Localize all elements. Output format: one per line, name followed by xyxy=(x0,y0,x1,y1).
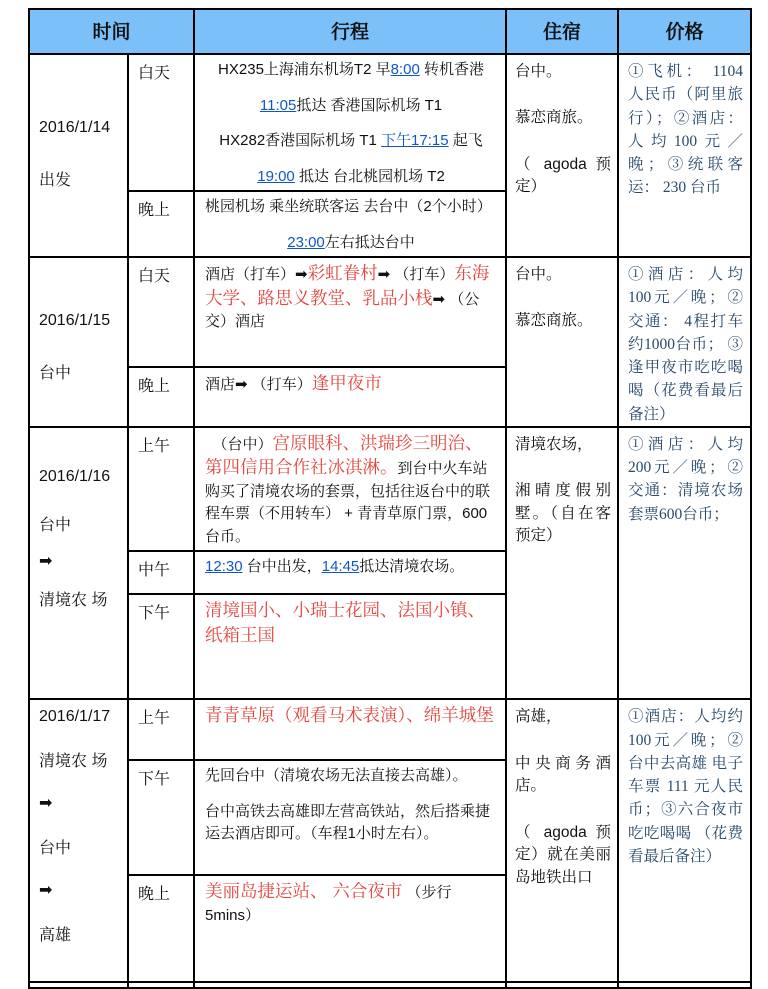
text-segment: 抵达清境农场。 xyxy=(359,558,465,576)
text-line xyxy=(205,880,497,927)
period-cell: 中午 xyxy=(128,551,194,594)
text-line xyxy=(205,262,497,334)
accommodation-cell xyxy=(506,54,618,257)
time-link[interactable]: 12:30 xyxy=(205,558,243,576)
text-line xyxy=(515,480,611,547)
text-segment: 起飞 xyxy=(448,132,483,149)
date-cell xyxy=(29,257,128,427)
text-segment: 高雄 xyxy=(39,927,72,945)
period-cell: 白天 xyxy=(128,54,194,191)
itinerary-cell xyxy=(194,760,506,875)
price-cell: ①酒店：人均200元／晚；②交通：清境农场套票600台币； xyxy=(618,427,751,700)
text-segment: （ agoda 预定）就在美丽岛地铁出口 xyxy=(515,823,612,886)
text-segment: 清境农场， xyxy=(515,435,593,453)
text-line xyxy=(205,232,497,255)
column-header-accommodation: 住宿 xyxy=(506,9,618,54)
itinerary-row xyxy=(29,257,751,367)
empty-cell xyxy=(618,982,751,988)
text-line xyxy=(515,434,611,456)
text-line xyxy=(39,793,123,813)
empty-cell xyxy=(128,982,194,988)
text-segment: 2016/1/14 xyxy=(39,119,111,136)
text-segment: 2016/1/17 xyxy=(39,708,111,726)
text-segment: 清境农 场 xyxy=(39,753,108,771)
text-segment: 先回台中（清境农场无法直接去高雄）。 xyxy=(205,767,468,785)
text-segment: 中央商务酒店。 xyxy=(515,754,612,795)
text-segment: 到台中火车站购买了清境农场的套票，包括往返台中的联程车票（不用转车） + 青青草原门票，600台币。 xyxy=(205,460,491,545)
period-cell: 白天 xyxy=(128,257,194,367)
text-segment: 清境农 场 xyxy=(39,591,108,609)
highlight-text: 宫原眼科、洪瑞珍三明治、第四信用合作社冰淇淋。 xyxy=(205,432,483,478)
itinerary-cell xyxy=(194,699,506,760)
time-link[interactable]: 19:00 xyxy=(257,167,295,185)
price-cell: ①飞机： 1104 人民币（阿里旅行）；②酒店：人均100元／晚；③统联客运： 230 台币 xyxy=(618,54,751,257)
text-segment: ➡ （打车） xyxy=(377,266,455,283)
text-segment: 抵达 台北桃园机场 T2 xyxy=(294,167,445,185)
text-segment: 台中 xyxy=(39,516,72,534)
text-segment: 台中高铁去高雄即左营高铁站，然后搭乘捷运去酒店即可。（车程1小时左右）。 xyxy=(205,802,491,843)
itinerary-cell xyxy=(194,594,506,699)
highlight-text: 美丽岛捷运站、 六合夜市 xyxy=(205,881,403,902)
text-line xyxy=(39,551,123,571)
text-segment: 2016/1/15 xyxy=(39,312,111,329)
text-segment: 桃园机场 乘坐统联客运 去台中（2个小时） xyxy=(205,198,492,215)
date-cell xyxy=(29,54,128,257)
itinerary-table xyxy=(28,8,752,989)
text-line xyxy=(205,599,497,648)
text-line xyxy=(515,706,611,728)
highlight-text: 青青草原（观看马术表演）、绵羊城堡 xyxy=(205,705,494,726)
text-line xyxy=(39,748,123,771)
highlight-text: 逢甲夜市 xyxy=(311,373,382,394)
text-line xyxy=(205,556,497,579)
text-segment: （台中） xyxy=(205,435,273,453)
text-line xyxy=(39,119,123,137)
text-segment: 台中 xyxy=(39,840,72,858)
text-segment: ➡ （公交）酒店 xyxy=(205,290,480,330)
text-segment: 左右抵达台中 xyxy=(324,233,415,251)
time-link[interactable]: 下午17:15 xyxy=(381,132,449,149)
itinerary-row xyxy=(29,54,751,191)
text-segment: ➡ xyxy=(39,882,53,900)
itinerary-cell xyxy=(194,191,506,257)
text-line xyxy=(205,59,497,82)
itinerary-row xyxy=(29,699,751,760)
text-segment: 转机香港 xyxy=(419,61,484,78)
text-segment: 台中 xyxy=(39,365,72,382)
itinerary-row xyxy=(29,427,751,552)
text-line xyxy=(39,835,123,858)
date-cell xyxy=(29,699,128,982)
accommodation-cell xyxy=(506,427,618,700)
price-cell: ①酒店：人均约100元／晚；②台中去高雄 电子车票 111 元人民币；③六合夜市吃吃喝喝 （花费看最后备注） xyxy=(618,699,751,982)
text-segment: HX235上海浦东机场T2 早 xyxy=(218,61,391,78)
column-header-time: 时间 xyxy=(29,9,194,54)
period-cell: 上午 xyxy=(128,699,194,760)
text-segment: 高雄， xyxy=(515,708,562,726)
empty-cell xyxy=(194,982,506,988)
itinerary-cell xyxy=(194,427,506,552)
period-cell: 下午 xyxy=(128,594,194,699)
text-line xyxy=(39,360,123,383)
itinerary-cell xyxy=(194,367,506,427)
accommodation-cell xyxy=(506,257,618,427)
empty-cell xyxy=(29,982,128,988)
text-segment: 台中出发， xyxy=(242,558,322,576)
itinerary-cell xyxy=(194,551,506,594)
text-segment: 酒店（打车）➡ xyxy=(205,266,308,283)
empty-cell xyxy=(506,982,618,988)
text-segment: 酒店➡ （打车） xyxy=(205,376,312,394)
text-line xyxy=(39,167,123,190)
text-line xyxy=(205,801,497,846)
period-cell: 晚上 xyxy=(128,367,194,427)
time-link[interactable]: 14:45 xyxy=(321,558,360,576)
text-line xyxy=(515,310,611,332)
period-cell: 晚上 xyxy=(128,191,194,257)
text-segment: HX282香港国际机场 T1 xyxy=(219,132,382,149)
highlight-text: 东海大学、路思义教堂、乳品小栈 xyxy=(205,263,490,308)
partial-next-row xyxy=(29,982,751,988)
period-cell: 下午 xyxy=(128,760,194,875)
text-line xyxy=(205,130,497,153)
text-segment: 抵达 香港国际机场 T1 xyxy=(296,96,443,114)
period-cell: 晚上 xyxy=(128,875,194,982)
column-header-itinerary: 行程 xyxy=(194,9,506,54)
text-segment: 台中。 xyxy=(515,266,562,283)
text-segment: 出发 xyxy=(39,172,72,189)
text-line xyxy=(205,704,497,729)
column-header-price: 价格 xyxy=(618,9,751,54)
time-link[interactable]: 11:05 xyxy=(259,96,297,114)
highlight-text: 彩虹眷村 xyxy=(307,263,378,283)
itinerary-cell xyxy=(194,875,506,982)
text-line xyxy=(515,154,611,199)
text-line xyxy=(205,372,497,397)
text-line xyxy=(515,822,611,889)
text-line xyxy=(515,107,611,129)
text-line xyxy=(205,95,497,118)
text-line xyxy=(515,753,611,798)
highlight-text: 清境国小、小瑞士花园、法国小镇、纸箱王国 xyxy=(205,600,486,645)
text-segment: 湘晴度假别墅。（自在客预定） xyxy=(515,482,612,545)
text-line xyxy=(205,765,497,788)
text-line xyxy=(39,922,123,945)
text-line xyxy=(515,264,611,286)
text-segment: 2016/1/16 xyxy=(39,467,111,485)
text-line xyxy=(39,587,123,610)
time-link[interactable]: 8:00 xyxy=(390,61,420,78)
header-row xyxy=(29,9,751,54)
text-line xyxy=(205,196,497,219)
price-cell: ①酒店：人均100元／晚；②交通： 4程打车约1000台币； ③逢甲夜市吃吃喝喝（花费看最后备注） xyxy=(618,257,751,427)
text-segment: ➡ xyxy=(39,552,53,570)
text-line xyxy=(39,880,123,900)
text-segment: （ agoda 预定） xyxy=(515,155,612,196)
text-line xyxy=(39,708,123,726)
itinerary-cell xyxy=(194,54,506,191)
text-line xyxy=(205,432,497,549)
text-segment: 台中。 xyxy=(515,63,562,80)
text-segment: 慕恋商旅。 xyxy=(515,109,593,127)
time-link[interactable]: 23:00 xyxy=(287,233,325,251)
text-segment: ➡ xyxy=(39,795,53,813)
accommodation-cell xyxy=(506,699,618,982)
text-segment: 慕恋商旅。 xyxy=(515,312,593,330)
text-line xyxy=(39,312,123,330)
itinerary-cell xyxy=(194,257,506,367)
period-cell: 上午 xyxy=(128,427,194,552)
text-line xyxy=(515,61,611,83)
text-line xyxy=(205,166,497,189)
date-cell xyxy=(29,427,128,700)
text-segment: （步行5mins） xyxy=(205,884,452,924)
text-line xyxy=(39,468,123,486)
text-line xyxy=(39,512,123,535)
